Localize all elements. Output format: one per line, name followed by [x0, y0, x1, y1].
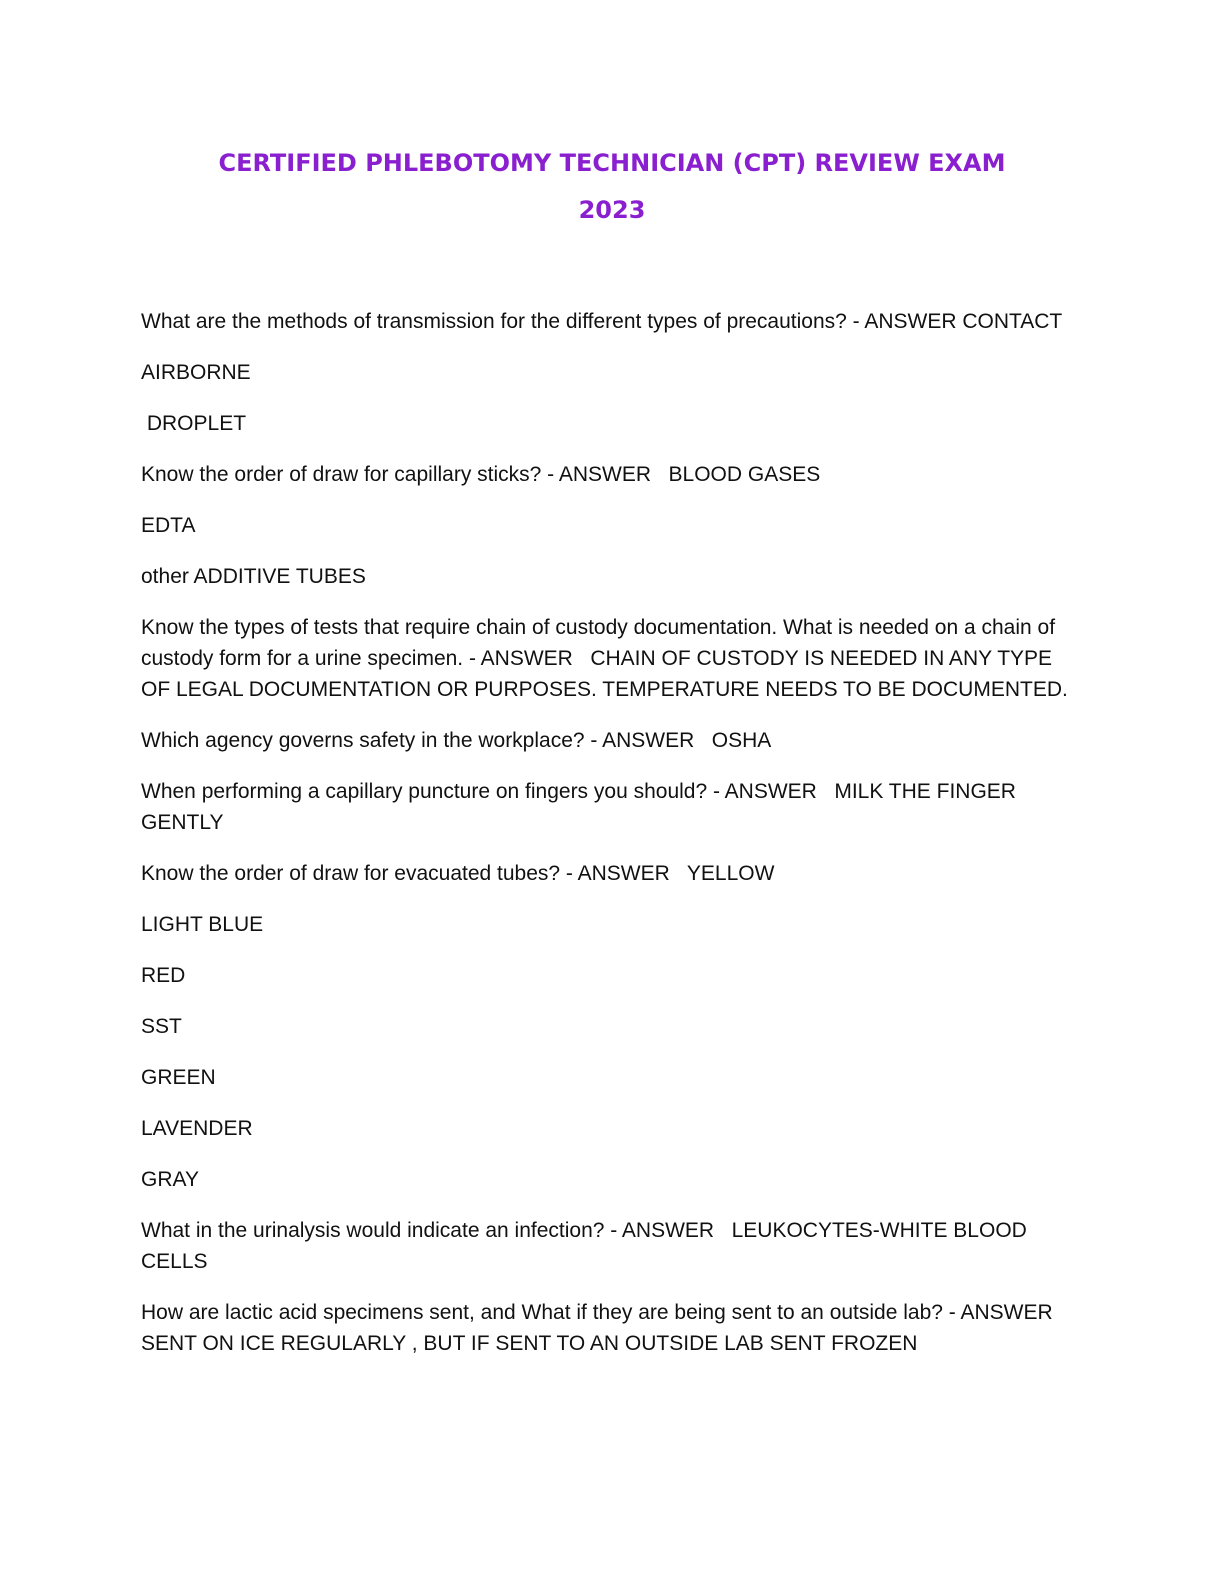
paragraph-light-blue: LIGHT BLUE	[141, 913, 264, 936]
paragraph-safety-agency-question: Which agency governs safety in the workplace? - ANSWER OSHA	[141, 729, 772, 752]
title-line-1: CERTIFIED PHLEBOTOMY TECHNICIAN (CPT) REVIEW EXAM	[218, 149, 1006, 177]
document-title	[120, 140, 1104, 234]
paragraph-gray: GRAY	[141, 1168, 199, 1191]
paragraph-chain-of-custody-question: Know the types of tests that require chain of custody documentation. What is needed on a chain of custody form for a urine specimen. - ANSWER CHAIN OF CUSTODY IS NEEDED IN ANY TYPE OF LEGAL DOCUMENTATION OR PURPOSES. TEMPERATURE NEEDS TO BE DOCUMENTED.	[141, 616, 1068, 701]
title-line-2: 2023	[578, 196, 646, 224]
paragraph-lactic-acid-question: How are lactic acid specimens sent, and What if they are being sent to an outside lab? - ANSWER SENT ON ICE REGULARLY , BUT IF SENT TO AN OUTSIDE LAB SENT FROZEN	[141, 1301, 1071, 1355]
paragraph-urinalysis-question: What in the urinalysis would indicate an infection? - ANSWER LEUKOCYTES-WHITE BLOOD CELLS	[141, 1219, 1033, 1273]
paragraph-green: GREEN	[141, 1066, 216, 1089]
paragraph-capillary-puncture-question: When performing a capillary puncture on fingers you should? - ANSWER MILK THE FINGER GENTLY	[141, 780, 1022, 834]
paragraph-droplet: DROPLET	[141, 412, 247, 435]
paragraph-edta: EDTA	[141, 514, 196, 537]
paragraph-capillary-order-question: Know the order of draw for capillary sticks? - ANSWER BLOOD GASES	[141, 463, 821, 486]
document-body	[141, 306, 1081, 1379]
paragraph-lavender: LAVENDER	[141, 1117, 253, 1140]
paragraph-evacuated-tubes-question: Know the order of draw for evacuated tubes? - ANSWER YELLOW	[141, 862, 775, 885]
paragraph-airborne: AIRBORNE	[141, 361, 251, 384]
paragraph-additive-tubes: other ADDITIVE TUBES	[141, 565, 366, 588]
paragraph-sst: SST	[141, 1015, 182, 1038]
paragraph-red: RED	[141, 964, 186, 987]
paragraph-transmission-question: What are the methods of transmission for the different types of precautions? - ANSWER CONTACT	[141, 310, 1063, 333]
